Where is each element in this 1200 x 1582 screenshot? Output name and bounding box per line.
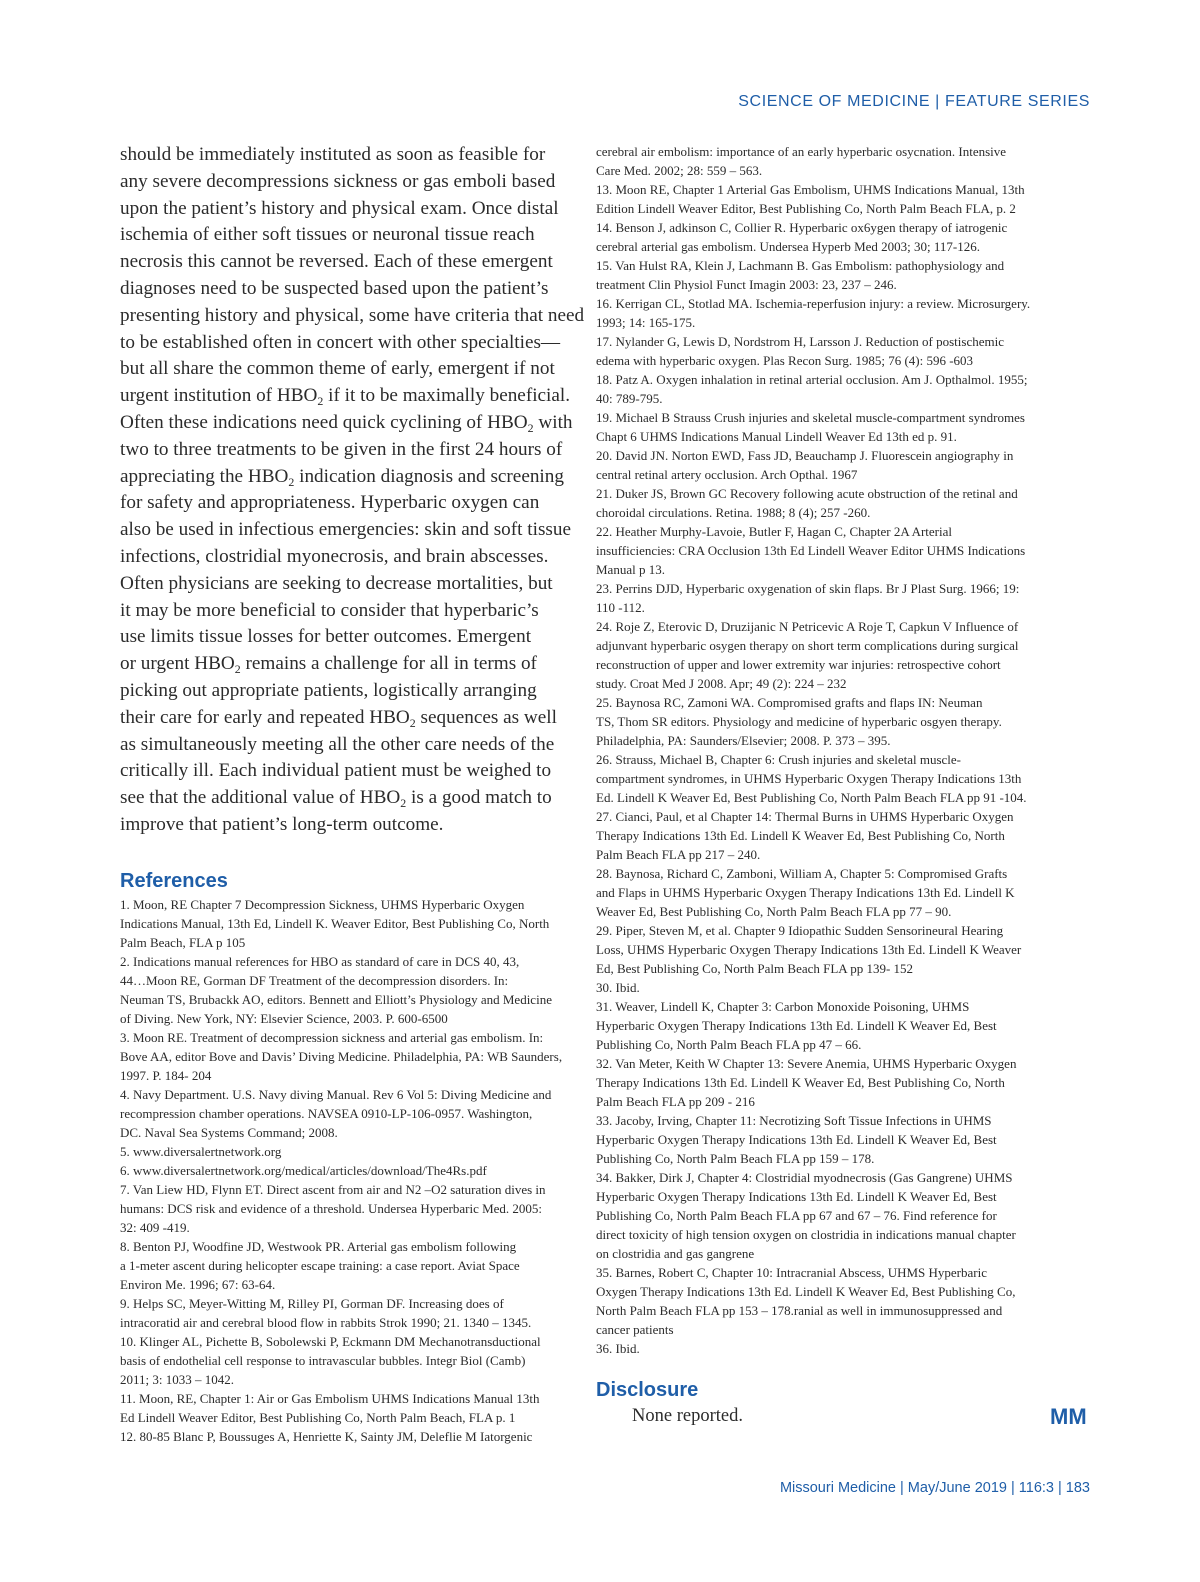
reference-line: study. Croat Med J 2008. Apr; 49 (2): 224 – 232 <box>596 676 847 691</box>
reference-line: 33. Jacoby, Irving, Chapter 11: Necrotizing Soft Tissue Infections in UHMS <box>596 1113 992 1128</box>
reference-line: of Diving. New York, NY: Elsevier Science, 2003. P. 600-6500 <box>120 1010 448 1026</box>
reference-line: Ed, Best Publishing Co, North Palm Beach FLA pp 139- 152 <box>596 961 914 976</box>
body-text <box>120 142 595 839</box>
references-list-left <box>120 895 595 1446</box>
reference-line: TS, Thom SR editors. Physiology and medicine of hyperbaric osgyen therapy. <box>596 714 1002 729</box>
reference-line: Chapt 6 UHMS Indications Manual Lindell Weaver Ed 13th ed p. 91. <box>596 429 957 444</box>
body-line: presenting history and physical, some have criteria that need <box>120 304 585 326</box>
reference-line: 34. Bakker, Dirk J, Chapter 4: Clostridial myodnecrosis (Gas Gangrene) UHMS <box>596 1170 1013 1185</box>
body-line: any severe decompressions sickness or gas emboli based <box>120 170 556 192</box>
reference-line: 10. Klinger AL, Pichette B, Sobolewski P, Eckmann DM Mechanotransductional <box>120 1333 541 1349</box>
body-line: improve that patient’s long-term outcome. <box>120 813 444 835</box>
reference-line: 29. Piper, Steven M, et al. Chapter 9 Idiopathic Sudden Sensorineural Hearing <box>596 923 1004 938</box>
reference-line: 32: 409 -419. <box>120 1219 190 1235</box>
reference-line: 1993; 14: 165-175. <box>596 315 696 330</box>
reference-line: basis of endothelial cell response to intravascular bubbles. Integr Biol (Camb) <box>120 1352 526 1368</box>
right-column <box>596 142 1074 1358</box>
reference-line: Hyperbaric Oxygen Therapy Indications 13th Ed. Lindell K Weaver Ed, Best <box>596 1189 997 1204</box>
reference-line: Palm Beach FLA pp 217 – 240. <box>596 847 761 862</box>
reference-line: Edition Lindell Weaver Editor, Best Publishing Co, North Palm Beach FLA, p. 2 <box>596 201 1016 216</box>
reference-line: edema with hyperbaric oxygen. Plas Recon Surg. 1985; 76 (4): 596 -603 <box>596 353 974 368</box>
reference-line: reconstruction of upper and lower extremity war injuries: retrospective cohort <box>596 657 1001 672</box>
reference-line: 27. Cianci, Paul, et al Chapter 14: Thermal Burns in UHMS Hyperbaric Oxygen <box>596 809 1014 824</box>
left-column <box>120 142 595 1446</box>
reference-line: 31. Weaver, Lindell K, Chapter 3: Carbon Monoxide Poisoning, UHMS <box>596 999 970 1014</box>
reference-line: recompression chamber operations. NAVSEA 0910-LP-106-0957. Washington, <box>120 1105 533 1121</box>
body-line: see that the additional value of $HBO_2$ is a good match to <box>120 787 552 811</box>
body-line: infections, clostridial myonecrosis, and brain abscesses. <box>120 545 549 567</box>
reference-line: Philadelphia, PA: Saunders/Elsevier; 2008. P. 373 – 395. <box>596 733 891 748</box>
reference-line: on clostridia and gas gangrene <box>596 1246 755 1261</box>
body-line: upon the patient’s history and physical exam. Once distal <box>120 197 559 219</box>
body-line: for safety and appropriateness. Hyperbaric oxygen can <box>120 492 540 514</box>
reference-line: Neuman TS, Brubackk AO, editors. Bennett and Elliott’s Physiology and Medicine <box>120 991 552 1007</box>
body-line: but all share the common theme of early, emergent if not <box>120 358 555 380</box>
reference-line: 4. Navy Department. U.S. Navy diving Manual. Rev 6 Vol 5: Diving Medicine and <box>120 1086 552 1102</box>
reference-line: 17. Nylander G, Lewis D, Nordstrom H, Larsson J. Reduction of postischemic <box>596 334 1004 349</box>
body-line: Often physicians are seeking to decrease mortalities, but <box>120 572 553 594</box>
reference-line: 32. Van Meter, Keith W Chapter 13: Severe Anemia, UHMS Hyperbaric Oxygen <box>596 1056 1017 1071</box>
reference-line: 15. Van Hulst RA, Klein J, Lachmann B. Gas Embolism: pathophysiology and <box>596 258 1005 273</box>
body-line: picking out appropriate patients, logistically arranging <box>120 679 537 701</box>
reference-line: Care Med. 2002; 28: 559 – 563. <box>596 163 763 178</box>
reference-line: 40: 789-795. <box>596 391 663 406</box>
reference-line: insufficiencies: CRA Occlusion 13th Ed Lindell Weaver Editor UHMS Indications <box>596 543 1026 558</box>
reference-line: Oxygen Therapy Indications 13th Ed. Lindell K Weaver Ed, Best Publishing Co, <box>596 1284 1016 1299</box>
reference-line: 19. Michael B Strauss Crush injuries and skeletal muscle-compartment syndromes <box>596 410 1025 425</box>
reference-line: 26. Strauss, Michael B, Chapter 6: Crush injuries and skeletal muscle- <box>596 752 962 767</box>
reference-line: 12. 80-85 Blanc P, Boussuges A, Henriette K, Sainty JM, Deleflie M Iatorgenic <box>120 1428 533 1444</box>
reference-line: 7. Van Liew HD, Flynn ET. Direct ascent from air and N2 –O2 saturation dives in <box>120 1181 546 1197</box>
reference-line: 11. Moon, RE, Chapter 1: Air or Gas Embolism UHMS Indications Manual 13th <box>120 1390 540 1406</box>
reference-line: Hyperbaric Oxygen Therapy Indications 13th Ed. Lindell K Weaver Ed, Best <box>596 1018 997 1033</box>
reference-line: 22. Heather Murphy-Lavoie, Butler F, Hagan C, Chapter 2A Arterial <box>596 524 953 539</box>
reference-line: Palm Beach FLA pp 209 - 216 <box>596 1094 755 1109</box>
reference-line: humans: DCS risk and evidence of a threshold. Undersea Hyperbaric Med. 2005: <box>120 1200 543 1216</box>
series-header: SCIENCE OF MEDICINE | FEATURE SERIES <box>738 93 1090 110</box>
reference-line: 9. Helps SC, Meyer-Witting M, Rilley PI, Gorman DF. Increasing does of <box>120 1295 504 1311</box>
reference-line: Manual p 13. <box>596 562 665 577</box>
body-line: Often these indications need quick cyclining of $HBO_2$ with <box>120 411 573 436</box>
reference-line: Publishing Co, North Palm Beach FLA pp 159 – 178. <box>596 1151 875 1166</box>
reference-line: and Flaps in UHMS Hyperbaric Oxygen Therapy Indications 13th Ed. Lindell K <box>596 885 1015 900</box>
reference-line: North Palm Beach FLA pp 153 – 178.ranial as well in immunosuppressed and <box>596 1303 1003 1318</box>
reference-line: Palm Beach, FLA p 105 <box>120 934 246 950</box>
page-footer: Missouri Medicine | May/June 2019 | 116:3 | 183 <box>779 1480 1090 1496</box>
reference-line: a 1-meter ascent during helicopter escape training: a case report. Aviat Space <box>120 1257 520 1273</box>
reference-line: Ed. Lindell K Weaver Ed, Best Publishing Co, North Palm Beach FLA pp 91 -104. <box>596 790 1027 805</box>
reference-line: cancer patients <box>596 1322 674 1337</box>
body-line: or urgent $HBO_2$ remains a challenge for all in terms of <box>120 653 537 677</box>
body-line: their care for early and repeated $HBO_2$ sequences as well <box>120 706 557 730</box>
reference-line: central retinal artery occlusion. Arch Opthal. 1967 <box>596 467 858 482</box>
disclosure-heading: Disclosure <box>596 1379 699 1401</box>
reference-line: 24. Roje Z, Eterovic D, Druzijanic N Petricevic A Roje T, Capkun V Influence of <box>596 619 1019 634</box>
body-line: use limits tissue losses for better outcomes. Emergent <box>120 626 532 648</box>
reference-line: 30. Ibid. <box>596 980 640 995</box>
reference-line: 35. Barnes, Robert C, Chapter 10: Intracranial Abscess, UHMS Hyperbaric <box>596 1265 987 1280</box>
reference-line: 3. Moon RE. Treatment of decompression sickness and arterial gas embolism. In: <box>120 1029 544 1045</box>
reference-line: 21. Duker JS, Brown GC Recovery following acute obstruction of the retinal and <box>596 486 1018 501</box>
reference-line: Loss, UHMS Hyperbaric Oxygen Therapy Indications 13th Ed. Lindell K Weaver <box>596 942 1022 957</box>
body-line: also be used in infectious emergencies: skin and soft tissue <box>120 519 571 541</box>
reference-line: 28. Baynosa, Richard C, Zamboni, William A, Chapter 5: Compromised Grafts <box>596 866 1008 881</box>
reference-line: Publishing Co, North Palm Beach FLA pp 47 – 66. <box>596 1037 862 1052</box>
reference-line: 1997. P. 184- 204 <box>120 1067 212 1083</box>
end-mark: MM <box>1050 1404 1087 1429</box>
reference-line: treatment Clin Physiol Funct Imagin 2003: 23, 237 – 246. <box>596 277 897 292</box>
reference-line: cerebral air embolism: importance of an early hyperbaric osycnation. Intensive <box>596 144 1007 159</box>
body-line: ischemia of either soft tissues or neuronal tissue reach <box>120 224 535 246</box>
reference-line: 14. Benson J, adkinson C, Collier R. Hyperbaric ox6ygen therapy of iatrogenic <box>596 220 1008 235</box>
reference-line: choroidal circulations. Retina. 1988; 8 (4); 257 -260. <box>596 505 871 520</box>
body-line: critically ill. Each individual patient must be weighed to <box>120 760 552 782</box>
reference-line: Publishing Co, North Palm Beach FLA pp 67 and 67 – 76. Find reference for <box>596 1208 997 1223</box>
reference-line: 8. Benton PJ, Woodfine JD, Westwook PR. Arterial gas embolism following <box>120 1238 517 1254</box>
reference-line: direct toxicity of high tension oxygen on clostridia in indications manual chapter <box>596 1227 1016 1242</box>
reference-line: Hyperbaric Oxygen Therapy Indications 13th Ed. Lindell K Weaver Ed, Best <box>596 1132 997 1147</box>
body-line: should be immediately instituted as soon as feasible for <box>120 144 546 165</box>
body-line: to be established often in concert with other specialties— <box>120 331 561 353</box>
reference-line: adjunvant hyperbaric osygen therapy on short term complications during surgical <box>596 638 1019 653</box>
reference-line: 6. www.diversalertnetwork.org/medical/articles/download/The4Rs.pdf <box>120 1162 487 1178</box>
references-list-right <box>596 142 1074 1358</box>
reference-line: 2011; 3: 1033 – 1042. <box>120 1371 234 1387</box>
reference-line: 44…Moon RE, Gorman DF Treatment of the decompression disorders. In: <box>120 972 509 988</box>
references-heading: References <box>120 869 228 892</box>
reference-line: 2. Indications manual references for HBO as standard of care in DCS 40, 43, <box>120 953 520 969</box>
reference-line: Bove AA, editor Bove and Davis’ Diving Medicine. Philadelphia, PA: WB Saunders, <box>120 1048 563 1064</box>
reference-line: 13. Moon RE, Chapter 1 Arterial Gas Embolism, UHMS Indications Manual, 13th <box>596 182 1025 197</box>
reference-line: Weaver Ed, Best Publishing Co, North Palm Beach FLA pp 77 – 90. <box>596 904 952 919</box>
reference-line: 20. David JN. Norton EWD, Fass JD, Beauchamp J. Fluorescein angiography in <box>596 448 1014 463</box>
reference-line: intracoratid air and cerebral blood flow in rabbits Strok 1990; 21. 1340 – 1345. <box>120 1314 532 1330</box>
body-line: diagnoses need to be suspected based upon the patient’s <box>120 277 549 299</box>
body-line: appreciating the $HBO_2$ indication diagnosis and screening <box>120 465 564 489</box>
reference-line: DC. Naval Sea Systems Command; 2008. <box>120 1124 338 1140</box>
reference-line: Environ Me. 1996; 67: 63-64. <box>120 1276 276 1292</box>
body-line: urgent institution of $HBO_2$ if it to be maximally beneficial. <box>120 385 571 409</box>
disclosure-text: None reported. <box>632 1406 743 1426</box>
reference-line: Ed Lindell Weaver Editor, Best Publishing Co, North Palm Beach, FLA p. 1 <box>120 1409 516 1425</box>
reference-line: 5. www.diversalertnetwork.org <box>120 1143 282 1159</box>
reference-line: 25. Baynosa RC, Zamoni WA. Compromised grafts and flaps IN: Neuman <box>596 695 983 710</box>
reference-line: Indications Manual, 13th Ed, Lindell K. Weaver Editor, Best Publishing Co, North <box>120 915 550 931</box>
reference-line: 16. Kerrigan CL, Stotlad MA. Ischemia-reperfusion injury: a review. Microsurgery. <box>596 296 1031 311</box>
body-line: it may be more beneficial to consider that hyperbaric’s <box>120 599 539 621</box>
reference-line: compartment syndromes, in UHMS Hyperbaric Oxygen Therapy Indications 13th <box>596 771 1022 786</box>
reference-line: Therapy Indications 13th Ed. Lindell K Weaver Ed, Best Publishing Co, North <box>596 828 1005 843</box>
reference-line: 110 -112. <box>596 600 645 615</box>
reference-line: cerebral arterial gas embolism. Undersea Hyperb Med 2003; 30; 117-126. <box>596 239 980 254</box>
body-line: two to three treatments to be given in the first 24 hours of <box>120 438 563 460</box>
body-line: as simultaneously meeting all the other care needs of the <box>120 733 555 755</box>
body-line: necrosis this cannot be reversed. Each of these emergent <box>120 251 553 273</box>
reference-line: 1. Moon, RE Chapter 7 Decompression Sickness, UHMS Hyperbaric Oxygen <box>120 896 525 912</box>
reference-line: 23. Perrins DJD, Hyperbaric oxygenation of skin flaps. Br J Plast Surg. 1966; 19: <box>596 581 1020 596</box>
reference-line: 18. Patz A. Oxygen inhalation in retinal arterial occlusion. Am J. Opthalmol. 1955; <box>596 372 1028 387</box>
reference-line: Therapy Indications 13th Ed. Lindell K Weaver Ed, Best Publishing Co, North <box>596 1075 1005 1090</box>
reference-line: 36. Ibid. <box>596 1341 640 1356</box>
